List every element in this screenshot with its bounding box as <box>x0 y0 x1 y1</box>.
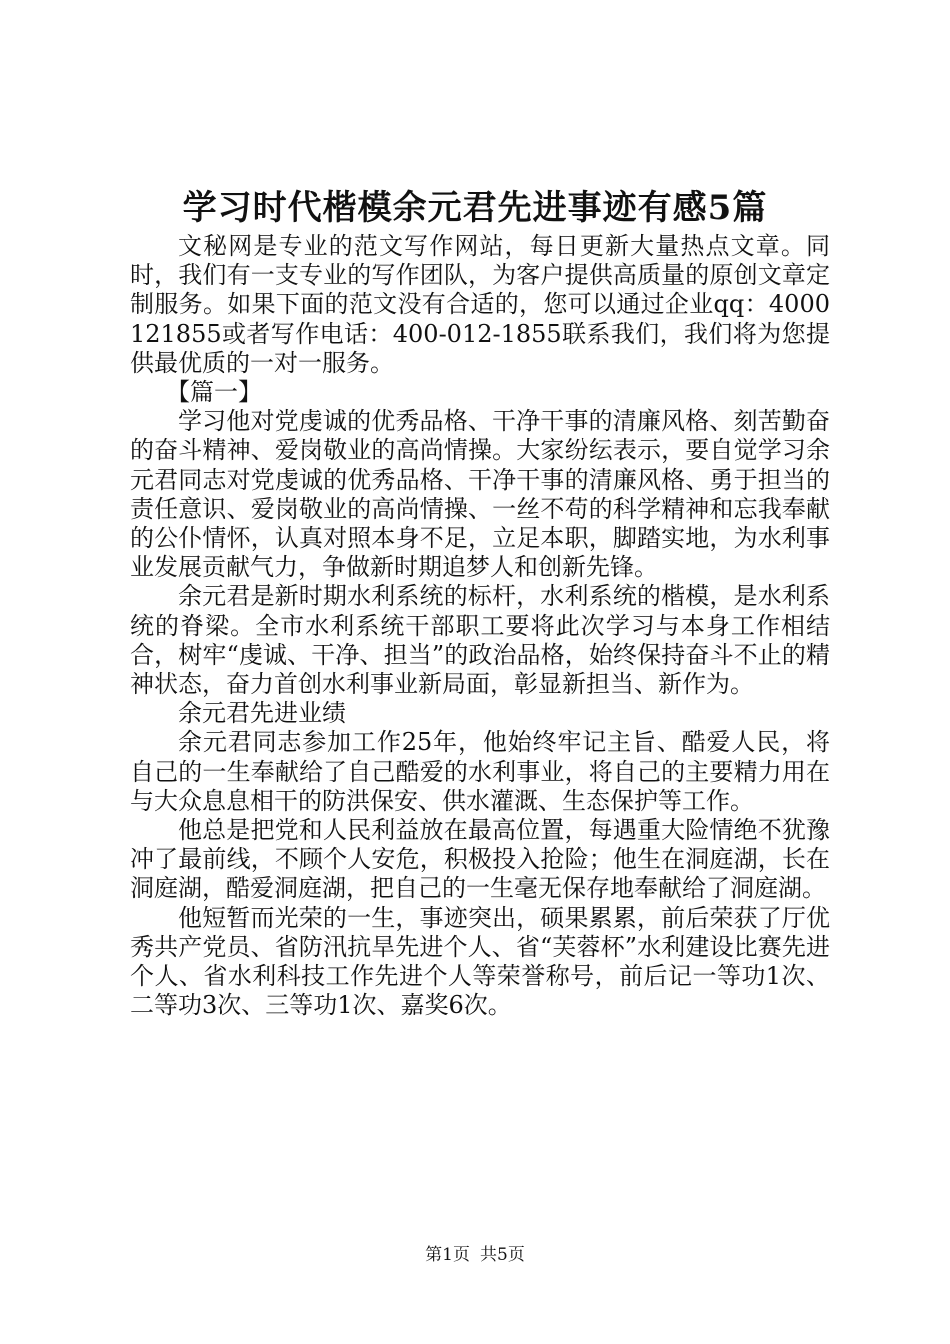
body-paragraph: 学习他对党虔诚的优秀品格、干净干事的清廉风格、刻苦勤奋的奋斗精神、爱岗敬业的高尚情操。大家纷纭表示，要自觉学习余元君同志对党虔诚的优秀品格、干净干事的清廉风格、勇于担当的责任意识、爱岗敬业的高尚情操、一丝不苟的科学精神和忘我奉献的公仆情怀，认真对照本身不足，立足本职，脚踏实地，为水利事业发展贡献气力，争做新时期追梦人和创新先锋。 <box>130 407 830 582</box>
page-number-current: 第1页 <box>425 1245 470 1265</box>
body-paragraph: 余元君同志参加工作25年，他始终牢记主旨、酷爱人民，将自己的一生奉献给了自己酷爱的水利事业，将自己的主要精力用在与大众息息相干的防洪保安、供水灌溉、生态保护等工作。 <box>130 728 830 815</box>
body-paragraph: 余元君是新时期水利系统的标杆，水利系统的楷模，是水利系统的脊梁。全市水利系统干部职工要将此次学习与本身工作相结合，树牢“虔诚、干净、担当”的政治品格，始终保持奋斗不止的精神状态，奋力首创水利事业新局面，彰显新担当、新作为。 <box>130 582 830 699</box>
section-subheading: 余元君先进业绩 <box>178 699 346 728</box>
intro-paragraph: 文秘网是专业的范文写作网站，每日更新大量热点文章。同时，我们有一支专业的写作团队，为客户提供高质量的原创文章定制服务。如果下面的范文没有合适的，您可以通过企业qq：4000121855或者写作电话：400-012-1855联系我们，我们将为您提供最优质的一对一服务。 <box>130 232 830 377</box>
body-paragraph: 他总是把党和人民利益放在最高位置，每遇重大险情绝不犹豫冲了最前线，不顾个人安危，积极投入抢险；他生在洞庭湖，长在洞庭湖，酷爱洞庭湖，把自己的一生毫无保存地奉献给了洞庭湖。 <box>130 816 830 903</box>
section-label: 【篇一】 <box>166 378 262 407</box>
page-number-total: 共5页 <box>480 1245 525 1265</box>
document-title: 学习时代楷模余元君先进事迹有感5篇 <box>182 188 768 228</box>
body-paragraph: 他短暂而光荣的一生，事迹突出，硕果累累，前后荣获了厅优秀共产党员、省防汛抗旱先进个人、省“芙蓉杯”水利建设比赛先进个人、省水利科技工作先进个人等荣誉称号，前后记一等功1次、二等功3次、三等功1次、嘉奖6次。 <box>130 903 830 1020</box>
document-body <box>130 232 830 1020</box>
page-footer <box>0 1243 950 1267</box>
